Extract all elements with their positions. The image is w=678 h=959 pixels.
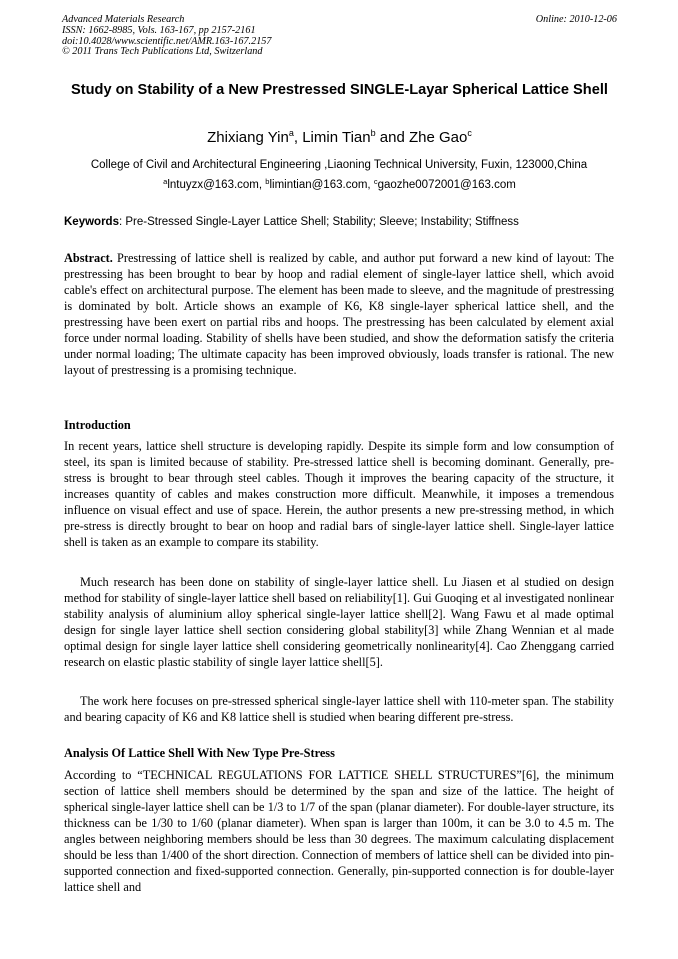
author-name: Zhixiang Yin xyxy=(207,129,289,146)
introduction-paragraph-1: In recent years, lattice shell structure is developing rapidly. Despite its simple form and low consumption of steel, its span is limited because of stability. Pre-stressed lattice shell is becoming dominant. Generally, pre-stress is brought to bear through steel cables. Though it improves the bearing capacity of the structure, it increases quantity of cables and makes construction more difficult. Meanwhile, it imposes a tremendous influence on visual effect and use of space. Herein, the author presents a new pre-stressing method, in which pre-stress is directly brought to bear on hoop and radial bars of single-layer lattice shell. Single-layer lattice shell is taken as an example to compare its stability. xyxy=(64,439,614,549)
analysis-heading: Analysis Of Lattice Shell With New Type Pre-Stress xyxy=(64,746,335,760)
email-separator: , xyxy=(367,179,374,191)
author-name: Limin Tian xyxy=(302,129,371,146)
introduction-heading: Introduction xyxy=(64,418,131,432)
copyright-line: © 2011 Trans Tech Publications Ltd, Switzerland xyxy=(62,46,263,58)
email-address[interactable]: limintian@163.com xyxy=(269,179,368,191)
online-date: Online: 2010-12-06 xyxy=(535,14,617,25)
doi-line[interactable]: doi:10.4028/www.scientific.net/AMR.163-167.2157 xyxy=(62,35,272,47)
author-affiliation: College of Civil and Architectural Engineering ,Liaoning Technical University, Fuxin, 123000,China xyxy=(90,159,588,171)
email-mark: a xyxy=(163,177,168,186)
keywords-text: : Pre-Stressed Single-Layer Lattice Shell; Stability; Sleeve; Instability; Stiffness xyxy=(118,216,519,228)
author-affiliation-mark: a xyxy=(288,128,294,138)
journal-header xyxy=(62,15,617,58)
email-address[interactable]: lntuyzx@163.com xyxy=(167,179,259,191)
author-affiliation-mark: c xyxy=(467,128,472,138)
analysis-paragraph-1: According to “TECHNICAL REGULATIONS FOR LATTICE SHELL STRUCTURES”[6], the minimum section of lattice shell members should be determined by the span and size of the lattice. The height of spherical single-layer lattice shell can be 1/3 to 1/7 of the span (planar diameter). For double-layer structure, its thickness can be 1/30 to 1/60 (planar diameter). When span is larger than 100m, it can be 3.0 to 4.5 m. The angles between neighboring members should be less than 30 degrees. The maximum calculating displacement should be less than 1/400 of the short direction. Connection of members of lattice shell can be divided into pin-supported connection and fixed-supported connection. Generally, pin-supported connection is for double-layer lattice shell and xyxy=(64,768,614,894)
author-affiliation-mark: b xyxy=(370,128,376,138)
author-name: Zhe Gao xyxy=(408,129,468,146)
abstract-label: Abstract. xyxy=(64,251,113,265)
email-mark: c xyxy=(373,177,378,186)
author-separator: and xyxy=(375,129,409,146)
paper-title: Study on Stability of a New Prestressed SINGLE-Layar Spherical Lattice Shell xyxy=(71,82,608,98)
email-address[interactable]: gaozhe0072001@163.com xyxy=(377,179,516,191)
email-separator: , xyxy=(258,179,266,191)
email-mark: b xyxy=(265,177,270,186)
author-list xyxy=(62,129,617,147)
introduction-paragraph-2: Much research has been done on stability of single-layer lattice shell. Lu Jiasen et al studied on design method for stability of single-layer lattice shell based on reliability[1]. Gui Guoqing et al investigated nonlinear stability analysis of aluminium alloy spherical single-layer lattice shell[2]. Wang Fawu et al made optimal design for single layer lattice shell section considering global stability[3] while Zhang Wennian et al made optimal design for single layer lattice shell considering geometrically nonlinearity[4]. Cao Zhenggang carried research on elastic plastic stability of single layer lattice shell[5]. xyxy=(64,575,614,669)
issn-line: ISSN: 1662-8985, Vols. 163-167, pp 2157-2161 xyxy=(62,24,256,36)
abstract-text: Prestressing of lattice shell is realized by cable, and author put forward a new kind of layout: The prestressing has been brought to bear by hoop and radial element of single-layer lattice shell, which avoid cable's effect on architectural purpose. The element has been made to sleeve, and the magnitude of prestressing is dominated by bolt. Article shows an example of K6, K8 single-layer spherical lattice shell, and the prestressing have been exert on partial ribs and hoops. The prestressing has been calculated by element axial force under normal loading. Stability of shells have been studied, and show the deformation satisfy the criteria under normal loading; The ultimate capacity has been improved obviously, loads transfer is rational. The new layout of prestressing is a promising technique. xyxy=(64,251,614,377)
keywords-label: Keywords xyxy=(64,216,119,228)
author-separator: , xyxy=(293,129,303,146)
journal-name: Advanced Materials Research xyxy=(62,14,185,25)
introduction-paragraph-3: The work here focuses on pre-stressed spherical single-layer lattice shell with 110-meter span. The stability and bearing capacity of K6 and K8 lattice shell is studied when bearing different pre-stress. xyxy=(64,694,614,724)
keywords-line xyxy=(64,215,619,230)
author-emails xyxy=(62,178,617,193)
abstract-paragraph xyxy=(64,250,614,378)
